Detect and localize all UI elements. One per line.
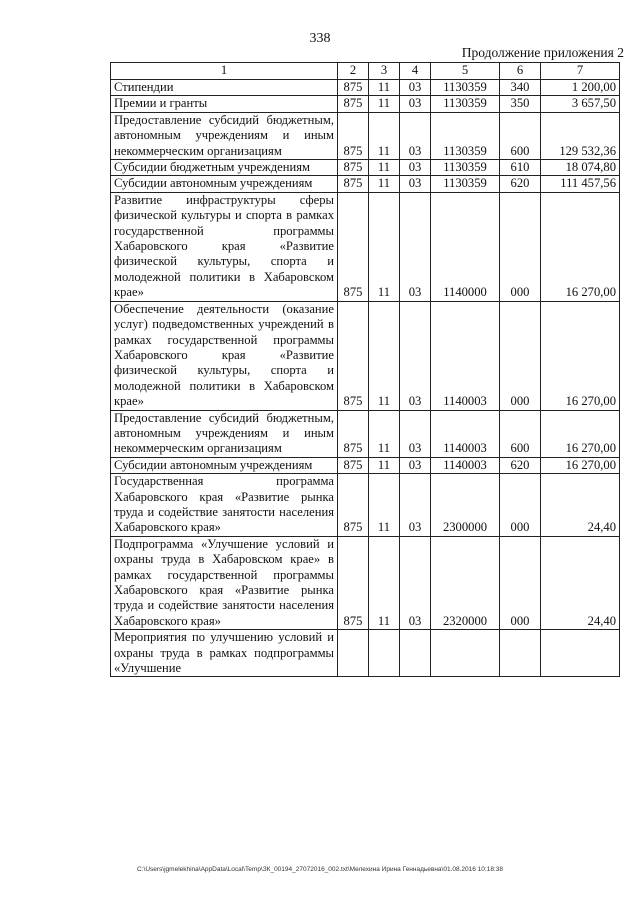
subsection-code-cell: 03 <box>400 301 431 410</box>
expense-type-code-cell: 610 <box>500 160 541 176</box>
target-article-code-cell: 1130359 <box>431 96 500 112</box>
target-article-code-cell: 1130359 <box>431 160 500 176</box>
target-article-code-cell: 1140003 <box>431 410 500 457</box>
ministry-code-cell: 875 <box>338 192 369 301</box>
expense-type-code-cell: 350 <box>500 96 541 112</box>
expense-type-code-cell: 000 <box>500 474 541 537</box>
amount-cell: 111 457,56 <box>541 176 620 192</box>
target-article-code-cell: 1130359 <box>431 80 500 96</box>
ministry-code-cell: 875 <box>338 96 369 112</box>
subsection-code-cell: 03 <box>400 80 431 96</box>
section-code-cell: 11 <box>369 410 400 457</box>
expense-type-code-cell: 000 <box>500 192 541 301</box>
ministry-code-cell: 875 <box>338 112 369 159</box>
target-article-code-cell: 1130359 <box>431 176 500 192</box>
ministry-code-cell: 875 <box>338 301 369 410</box>
expense-type-code-cell: 340 <box>500 80 541 96</box>
header-col-7: 7 <box>541 63 620 80</box>
ministry-code-cell: 875 <box>338 410 369 457</box>
table-row <box>111 536 620 629</box>
table-row <box>111 301 620 410</box>
section-code-cell: 11 <box>369 176 400 192</box>
item-name-cell: Субсидии бюджетным учреждениям <box>111 160 338 176</box>
subsection-code-cell: 03 <box>400 160 431 176</box>
table-row <box>111 457 620 473</box>
header-col-2: 2 <box>338 63 369 80</box>
ministry-code-cell: 875 <box>338 536 369 629</box>
target-article-code-cell: 2320000 <box>431 536 500 629</box>
amount-cell: 16 270,00 <box>541 410 620 457</box>
table-row <box>111 112 620 159</box>
amount-cell: 1 200,00 <box>541 80 620 96</box>
target-article-code-cell <box>431 630 500 677</box>
target-article-code-cell: 1130359 <box>431 112 500 159</box>
budget-table-body <box>111 63 620 677</box>
subsection-code-cell: 03 <box>400 192 431 301</box>
ministry-code-cell: 875 <box>338 176 369 192</box>
table-row <box>111 160 620 176</box>
section-code-cell: 11 <box>369 301 400 410</box>
table-row <box>111 630 620 677</box>
item-name-cell: Государственная программа Хабаровского края «Развитие рынка труда и содействие занятости населения Хабаровского края» <box>111 474 338 537</box>
expense-type-code-cell: 000 <box>500 536 541 629</box>
item-name-cell: Подпрограмма «Улучшение условий и охраны труда в Хабаровском крае» в рамках государственной программы Хабаровского края «Развитие рынка труда и содействие занятости населения Хабаровского края» <box>111 536 338 629</box>
item-name-cell: Предоставление субсидий бюджетным, автономным учреждениям и иным некоммерческим организациям <box>111 112 338 159</box>
section-code-cell: 11 <box>369 457 400 473</box>
expense-type-code-cell: 620 <box>500 176 541 192</box>
table-row <box>111 410 620 457</box>
item-name-cell: Мероприятия по улучшению условий и охраны труда в рамках подпрограммы «Улучшение <box>111 630 338 677</box>
target-article-code-cell: 1140003 <box>431 301 500 410</box>
subsection-code-cell: 03 <box>400 536 431 629</box>
subsection-code-cell: 03 <box>400 112 431 159</box>
item-name-cell: Субсидии автономным учреждениям <box>111 457 338 473</box>
subsection-code-cell: 03 <box>400 457 431 473</box>
header-col-6: 6 <box>500 63 541 80</box>
header-col-4: 4 <box>400 63 431 80</box>
section-code-cell: 11 <box>369 536 400 629</box>
item-name-cell: Премии и гранты <box>111 96 338 112</box>
expense-type-code-cell: 000 <box>500 301 541 410</box>
amount-cell <box>541 630 620 677</box>
table-row <box>111 474 620 537</box>
target-article-code-cell: 2300000 <box>431 474 500 537</box>
item-name-cell: Субсидии автономным учреждениям <box>111 176 338 192</box>
subsection-code-cell: 03 <box>400 474 431 537</box>
amount-cell: 24,40 <box>541 536 620 629</box>
ministry-code-cell: 875 <box>338 474 369 537</box>
section-code-cell: 11 <box>369 192 400 301</box>
ministry-code-cell: 875 <box>338 457 369 473</box>
amount-cell: 24,40 <box>541 474 620 537</box>
item-name-cell: Развитие инфраструктуры сферы физической культуры и спорта в рамках государственной программы Хабаровского края «Развитие физической культуры, спорта и молодежной политики в Хабаровском крае» <box>111 192 338 301</box>
expense-type-code-cell: 600 <box>500 112 541 159</box>
amount-cell: 129 532,36 <box>541 112 620 159</box>
page-number: 338 <box>309 31 331 46</box>
section-code-cell: 11 <box>369 474 400 537</box>
table-row <box>111 80 620 96</box>
amount-cell: 16 270,00 <box>541 192 620 301</box>
header-row <box>111 63 620 80</box>
expense-type-code-cell <box>500 630 541 677</box>
subsection-code-cell: 03 <box>400 96 431 112</box>
section-code-cell: 11 <box>369 96 400 112</box>
item-name-cell: Обеспечение деятельности (оказание услуг) подведомственных учреждений в рамках государственной программы Хабаровского края «Развитие физической культуры, спорта и молодежной политики в Хабаровском крае» <box>111 301 338 410</box>
expense-type-code-cell: 600 <box>500 410 541 457</box>
amount-cell: 16 270,00 <box>541 457 620 473</box>
section-code-cell: 11 <box>369 160 400 176</box>
amount-cell: 18 074,80 <box>541 160 620 176</box>
subsection-code-cell: 03 <box>400 176 431 192</box>
section-code-cell: 11 <box>369 112 400 159</box>
budget-table <box>110 62 620 677</box>
subsection-code-cell <box>400 630 431 677</box>
header-col-1: 1 <box>111 63 338 80</box>
section-code-cell <box>369 630 400 677</box>
table-row <box>111 176 620 192</box>
table-row <box>111 96 620 112</box>
section-code-cell: 11 <box>369 80 400 96</box>
target-article-code-cell: 1140000 <box>431 192 500 301</box>
header-col-5: 5 <box>431 63 500 80</box>
ministry-code-cell <box>338 630 369 677</box>
table-row <box>111 192 620 301</box>
ministry-code-cell: 875 <box>338 160 369 176</box>
expense-type-code-cell: 620 <box>500 457 541 473</box>
continuation-label: Продолжение приложения 2 <box>461 45 624 60</box>
item-name-cell: Предоставление субсидий бюджетным, автономным учреждениям и иным некоммерческим организациям <box>111 410 338 457</box>
target-article-code-cell: 1140003 <box>431 457 500 473</box>
amount-cell: 3 657,50 <box>541 96 620 112</box>
file-path-footer: C:\Users\jgmelekhina\AppData\Local\Temp\ЗК_00194_27072016_002.txt\Мелехина Ирина Геннадьевна\01.08.2016 10:18:38 <box>137 866 503 873</box>
header-col-3: 3 <box>369 63 400 80</box>
amount-cell: 16 270,00 <box>541 301 620 410</box>
item-name-cell: Стипендии <box>111 80 338 96</box>
subsection-code-cell: 03 <box>400 410 431 457</box>
ministry-code-cell: 875 <box>338 80 369 96</box>
